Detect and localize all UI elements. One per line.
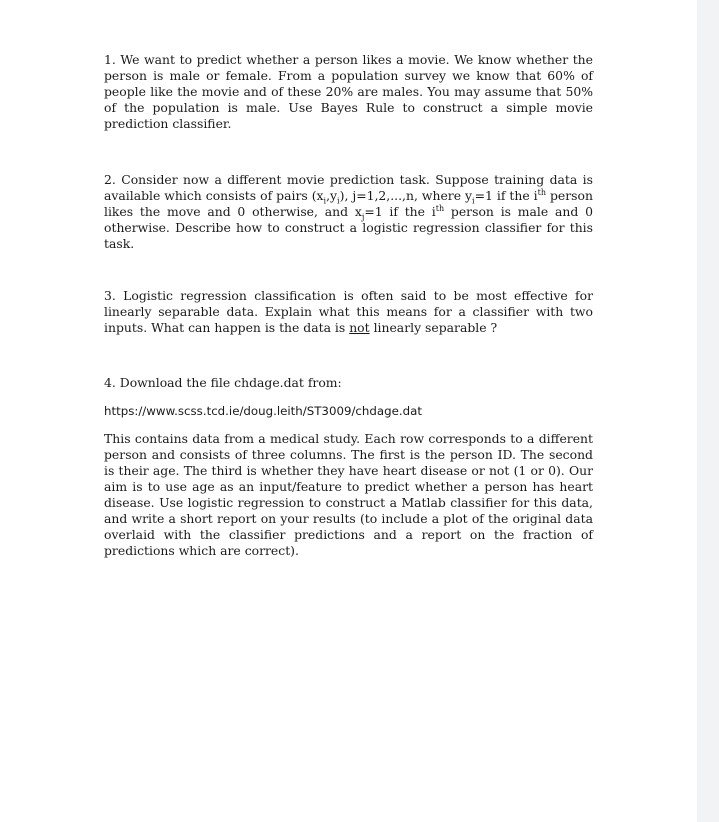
q2-text-part: =1 if the i: [474, 188, 538, 203]
document-content: [104, 52, 593, 559]
q2-subscript: i: [323, 196, 327, 206]
question-4-url: https://www.scss.tcd.ie/doug.leith/ST3009/chdage.dat: [104, 404, 422, 418]
q3-text-part: linearly separable ?: [369, 320, 498, 335]
q2-text-part: 2. Consider now a different movie prediction task. Suppose training data is available which consists of pairs (x: [104, 172, 593, 203]
question-2: [104, 172, 593, 252]
question-3: [104, 288, 593, 336]
q2-subscript: j: [361, 212, 365, 222]
q2-text-part: ,y: [326, 188, 338, 203]
q3-text-part: 3. Logistic regression classification is often said to be most effective for linearly separable data. Explain what this means for a classifier with two inputs. What can happen is the data is: [104, 288, 593, 335]
question-1: 1. We want to predict whether a person likes a movie. We know whether the person is male or female. From a population survey we know that 60% of people like the movie and of these 20% are males. You may assume that 50% of the population is male. Use Bayes Rule to construct a simple movie prediction classifier.: [104, 52, 593, 131]
q2-subscript: i: [472, 196, 475, 206]
q2-text-part: =1 if the i: [364, 204, 436, 219]
q2-superscript: th: [537, 187, 547, 197]
q3-emphasis: not: [349, 320, 370, 335]
q2-text-part: person likes the move and 0 otherwise, and x: [104, 188, 593, 219]
q2-subscript: i: [337, 196, 340, 206]
right-scroll-gutter[interactable]: [697, 0, 719, 822]
q2-superscript: th: [435, 203, 445, 213]
question-4-body: This contains data from a medical study. Each row corresponds to a different person and consists of three columns. The first is the person ID. The second is their age. The third is whether they have heart disease or not (1 or 0). Our aim is to use age as an input/feature to predict whether a person has heart disease. Use logistic regression to construct a Matlab classifier for this data, and write a short report on your results (to include a plot of the original data overlaid with the classifier predictions and a report on the fraction of predictions which are correct).: [104, 431, 593, 558]
question-4-intro: 4. Download the file chdage.dat from:: [104, 375, 342, 390]
q2-text-part: person is male and 0 otherwise. Describe how to construct a logistic regression classifier for this task.: [104, 204, 593, 251]
q2-text-part: ), j=1,2,...,n, where y: [339, 188, 473, 203]
